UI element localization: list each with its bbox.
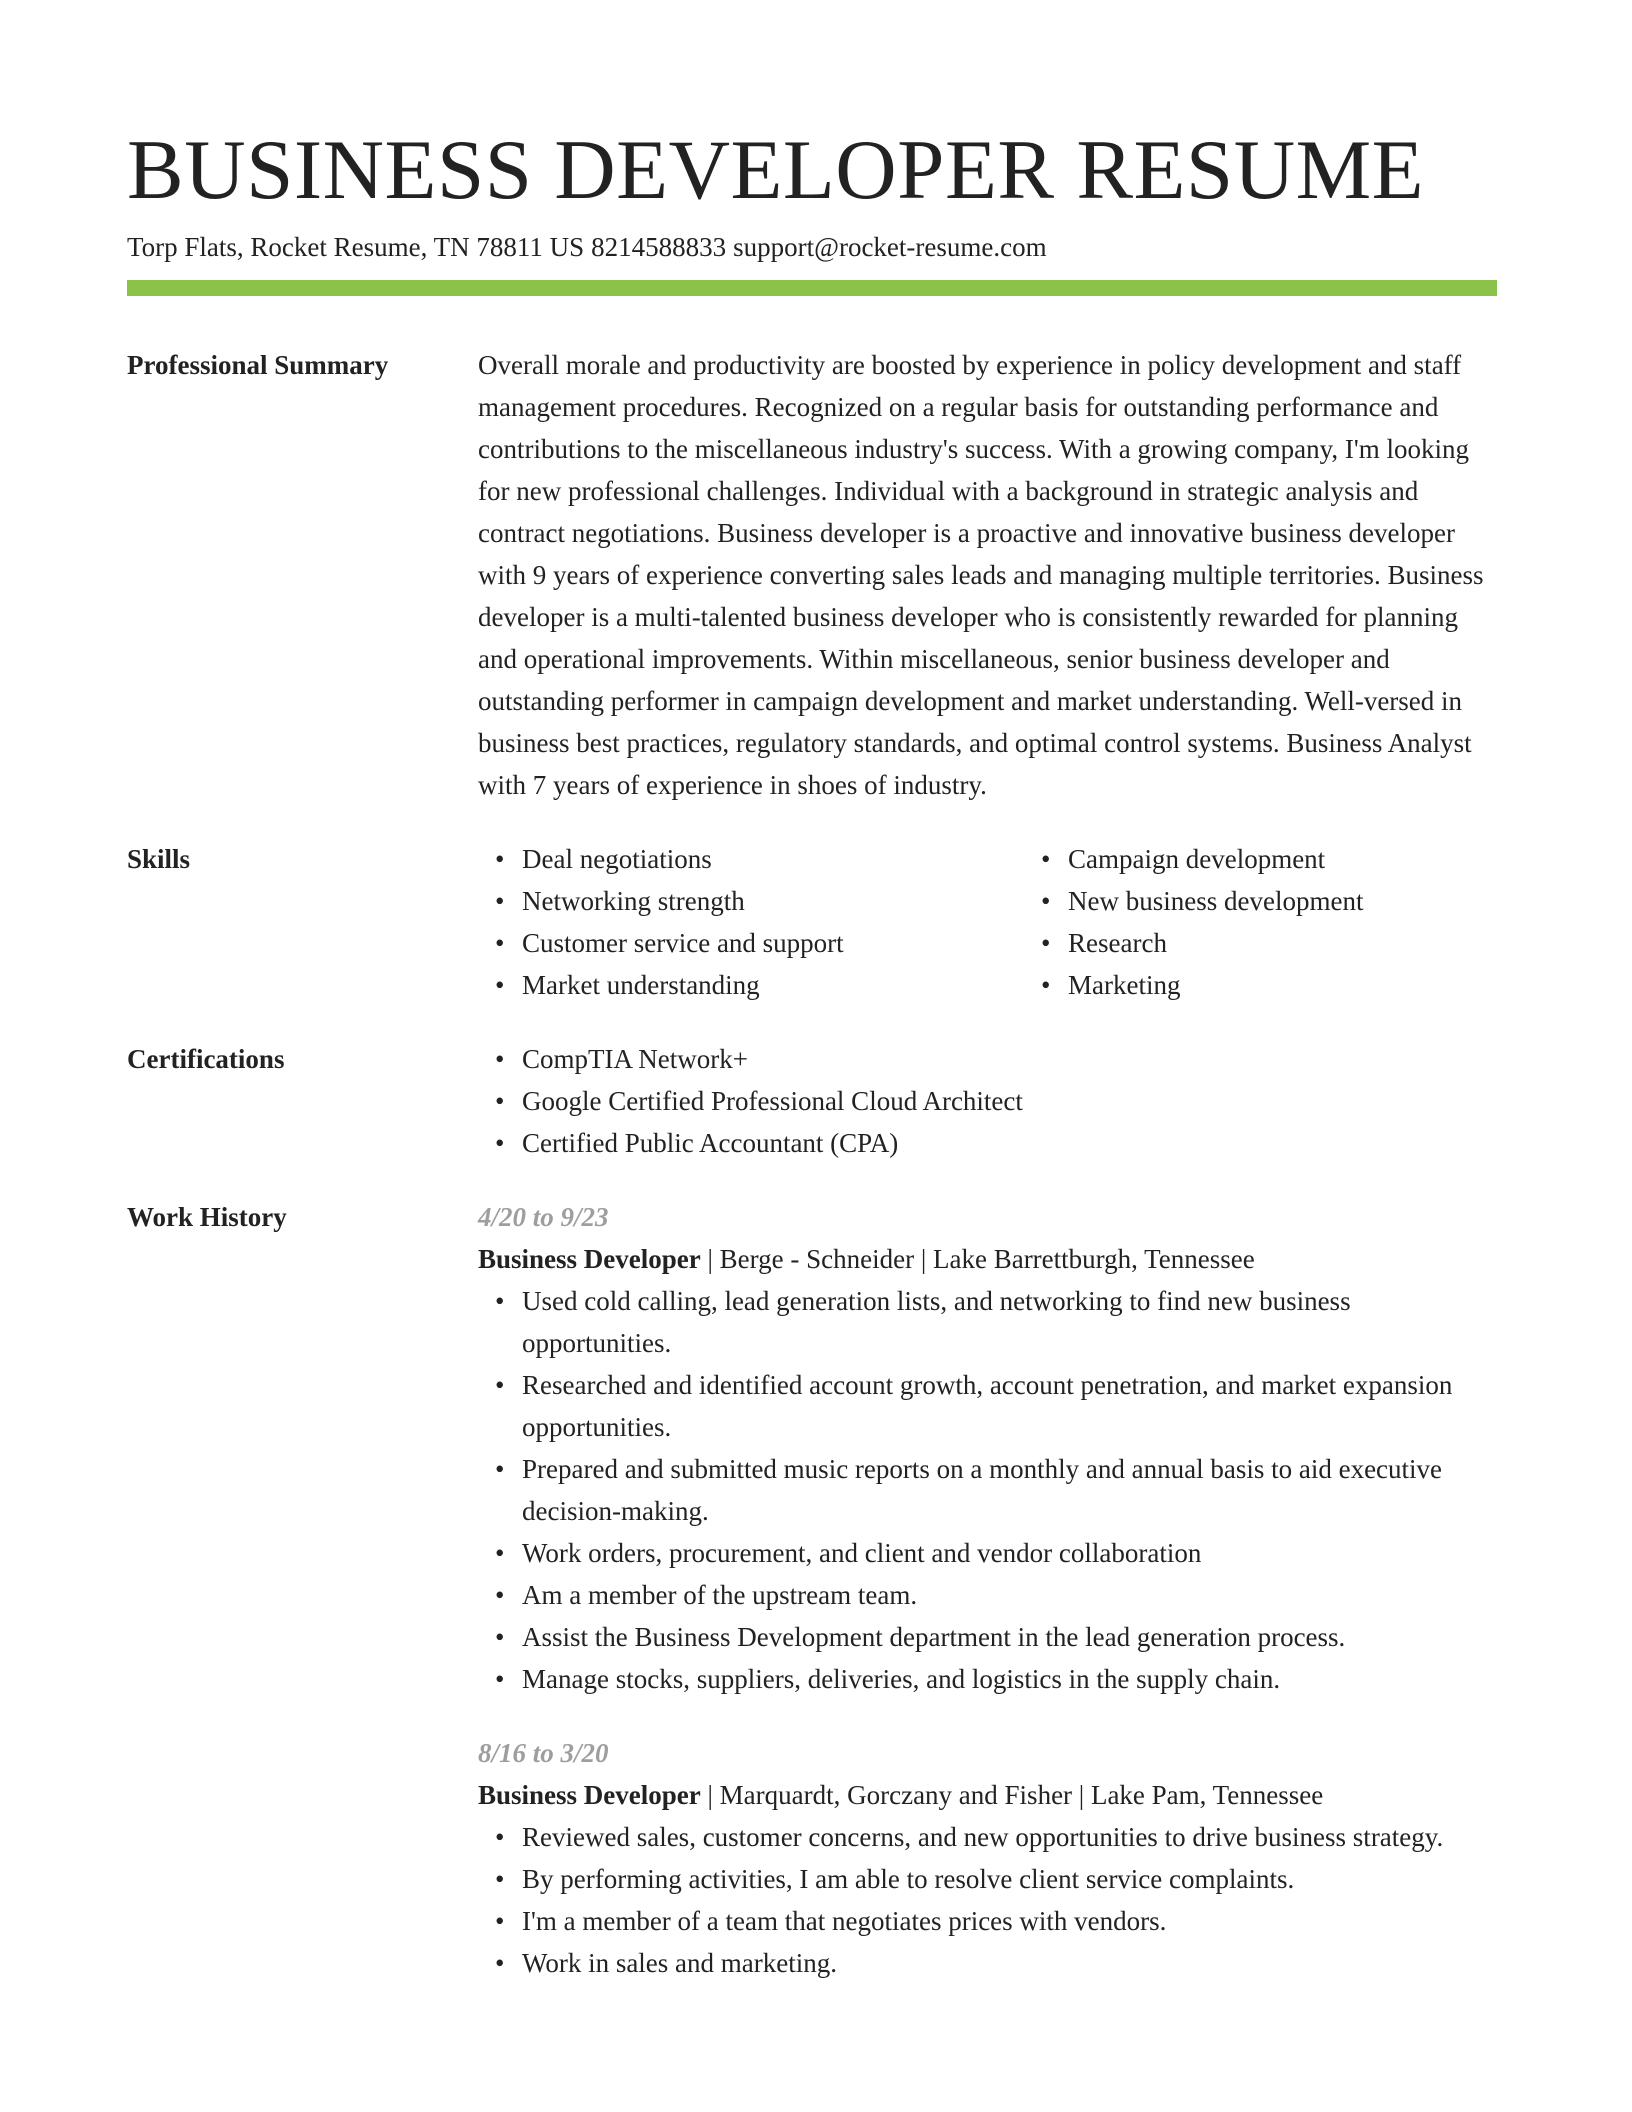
job-bullet: • Manage stocks, suppliers, deliveries, and logistics in the supply chain.	[522, 1658, 1497, 1700]
job-bullet: • Reviewed sales, customer concerns, and new opportunities to drive business strategy.	[522, 1816, 1497, 1858]
job-heading	[478, 1774, 1497, 1816]
job-company-location: | Berge - Schneider | Lake Barrettburgh, Tennessee	[700, 1244, 1255, 1274]
job-bullet: • Prepared and submitted music reports on a monthly and annual basis to aid executive decision-making.	[522, 1448, 1497, 1532]
skill-item: • Deal negotiations	[522, 838, 1024, 880]
contact-address: Torp Flats, Rocket Resume, TN 78811 US	[127, 232, 585, 262]
certification-item: • CompTIA Network+	[522, 1038, 1497, 1080]
section-label-certifications: Certifications	[127, 1044, 285, 1074]
job-entry	[478, 1196, 1497, 1700]
job-bullet: • Used cold calling, lead generation lists, and networking to find new business opportunities.	[522, 1280, 1497, 1364]
section-certifications	[127, 1038, 1497, 1164]
skill-item: • Customer service and support	[522, 922, 1024, 964]
resume-title: BUSINESS DEVELOPER RESUME	[127, 123, 1425, 217]
job-bullets	[478, 1280, 1497, 1700]
section-skills	[127, 838, 1497, 1006]
job-bullet: • Work in sales and marketing.	[522, 1942, 1497, 1984]
job-bullets	[478, 1816, 1497, 1984]
job-dates: 8/16 to 3/20	[478, 1738, 609, 1768]
contact-email: support@rocket-resume.com	[733, 232, 1047, 262]
job-title: Business Developer	[478, 1780, 701, 1810]
section-label-work-history: Work History	[127, 1202, 287, 1232]
skill-item: • Market understanding	[522, 964, 1024, 1006]
job-dates: 4/20 to 9/23	[478, 1202, 609, 1232]
certification-item: • Google Certified Professional Cloud Architect	[522, 1080, 1497, 1122]
contact-phone: 8214588833	[591, 232, 727, 262]
job-bullet: • Assist the Business Development department in the lead generation process.	[522, 1616, 1497, 1658]
job-bullet: • I'm a member of a team that negotiates prices with vendors.	[522, 1900, 1497, 1942]
job-bullet: • Am a member of the upstream team.	[522, 1574, 1497, 1616]
contact-line	[127, 230, 1497, 264]
skill-item: • Campaign development	[1068, 838, 1570, 880]
section-label-summary: Professional Summary	[127, 350, 389, 380]
header-divider	[127, 280, 1497, 296]
skill-item: • New business development	[1068, 880, 1570, 922]
job-bullet: • Work orders, procurement, and client and vendor collaboration	[522, 1532, 1497, 1574]
job-company-location: | Marquardt, Gorczany and Fisher | Lake Pam, Tennessee	[700, 1780, 1324, 1810]
job-heading	[478, 1238, 1497, 1280]
skills-list-right	[1024, 838, 1570, 1006]
job-bullet: • By performing activities, I am able to resolve client service complaints.	[522, 1858, 1497, 1900]
skills-list-left	[478, 838, 1024, 1006]
skill-item: • Networking strength	[522, 880, 1024, 922]
summary-text: Overall morale and productivity are boosted by experience in policy development and staff management procedures. Recognized on a regular basis for outstanding performance and contributions to the miscellaneous industry's success. With a growing company, I'm looking for new professional challenges. Individual with a background in strategic analysis and contract negotiations. Business developer is a proactive and innovative business developer with 9 years of experience converting sales leads and managing multiple territories. Business developer is a multi-talented business developer who is consistently rewarded for planning and operational improvements. Within miscellaneous, senior business developer and outstanding performer in campaign development and market understanding. Well-versed in business best practices, regulatory standards, and optimal control systems. Business Analyst with 7 years of experience in shoes of industry.	[478, 350, 1484, 800]
job-title: Business Developer	[478, 1244, 701, 1274]
skill-item: • Research	[1068, 922, 1570, 964]
job-bullet: • Researched and identified account growth, account penetration, and market expansion opportunities.	[522, 1364, 1497, 1448]
job-entry	[478, 1732, 1497, 1984]
certification-item: • Certified Public Accountant (CPA)	[522, 1122, 1497, 1164]
resume-page	[127, 120, 1497, 1984]
section-label-skills: Skills	[127, 844, 191, 874]
skill-item: • Marketing	[1068, 964, 1570, 1006]
section-professional-summary	[127, 344, 1497, 806]
section-work-history	[127, 1196, 1497, 1984]
certifications-list	[478, 1038, 1497, 1164]
